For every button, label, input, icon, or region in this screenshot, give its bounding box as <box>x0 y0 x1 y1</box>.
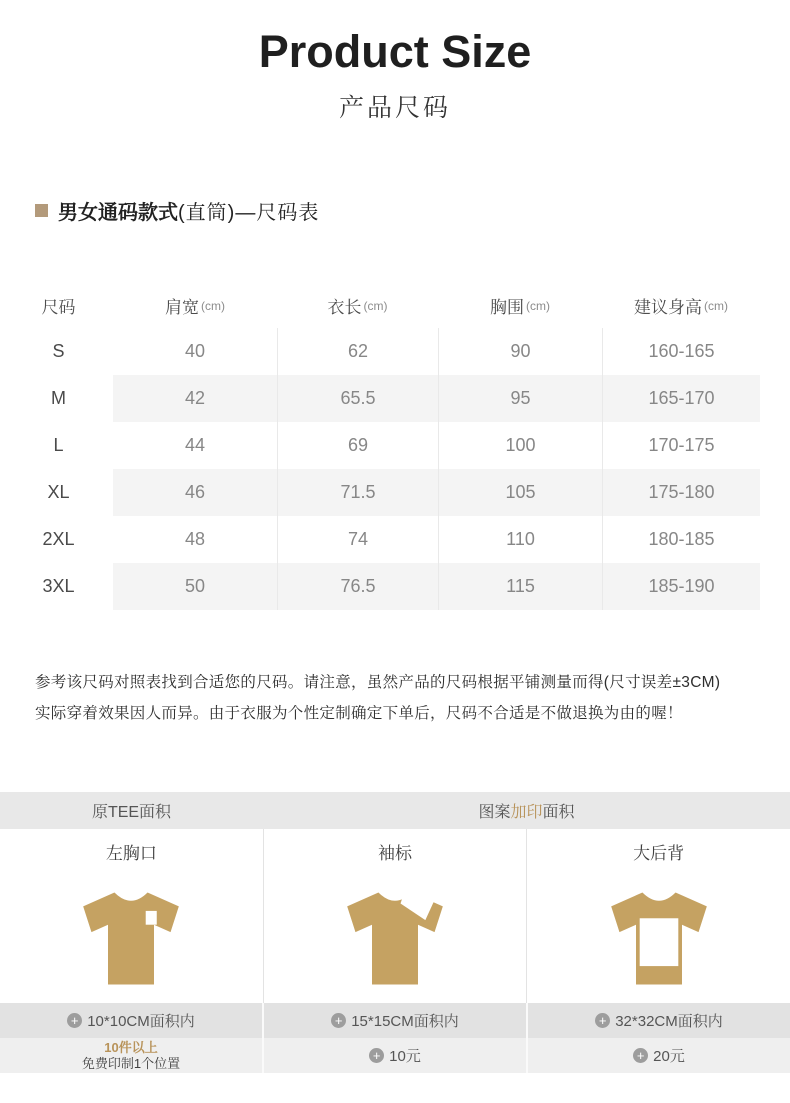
area-left-chest: + 10*10CM面积内 <box>0 1003 262 1038</box>
header-height: 建议身高 (cm) <box>634 298 728 317</box>
area-sleeve: + 15*15CM面积内 <box>262 1003 526 1038</box>
print-area-sizes-row <box>0 1003 790 1038</box>
page-subtitle: 产品尺码 <box>338 94 451 122</box>
header-chest: 胸围 (cm) <box>490 298 550 317</box>
tshirt-back-icon <box>603 887 715 990</box>
size-table-header-row <box>30 283 760 328</box>
table-row: XL 46 71.5 105 175-180 <box>30 469 760 516</box>
original-tee-area-header: 原TEE面积 <box>91 804 172 821</box>
size-label: M <box>51 388 66 408</box>
price-left-chest: 10件以上 免费印制1个位置 <box>81 1039 181 1071</box>
table-row: L 44 69 100 170-175 <box>30 422 760 469</box>
plus-circle-icon: + <box>369 1048 384 1063</box>
disclaimer-line-2: 实际穿着效果因人而异。由于衣服为个性定制确定下单后，尺码不合适是不做退换为由的喔！ <box>35 705 683 722</box>
tshirt-sleeve-icon <box>339 887 451 990</box>
size-label: L <box>53 435 64 455</box>
area-back: + 32*32CM面积内 <box>526 1003 790 1038</box>
table-row: M 42 65.5 95 165-170 <box>30 375 760 422</box>
position-sleeve: 袖标 <box>263 829 527 873</box>
plus-circle-icon: + <box>595 1013 610 1028</box>
table-row: 3XL 50 76.5 115 185-190 <box>30 563 760 610</box>
section-title-rest: (直筒)—尺码表 <box>178 202 320 224</box>
print-area-section <box>0 792 790 1073</box>
disclaimer-line-1: 参考该尺码对照表找到合适您的尺码。请注意，虽然产品的尺码根据平铺测量而得(尺寸误差±3CM) <box>35 674 721 691</box>
tshirt-cell <box>0 873 263 1003</box>
plus-circle-icon: + <box>67 1013 82 1028</box>
section-header <box>35 196 319 225</box>
position-labels-row <box>0 829 790 873</box>
tshirt-left-chest-icon <box>75 887 187 990</box>
position-left-chest: 左胸口 <box>105 843 157 863</box>
price-sleeve: + 10元 <box>262 1038 526 1073</box>
tshirt-cell <box>526 873 790 1003</box>
square-bullet-icon <box>35 204 48 217</box>
table-row: 2XL 48 74 110 180-185 <box>30 516 760 563</box>
section-title-bold: 男女通码款式 <box>58 202 178 224</box>
tshirt-cell <box>263 873 527 1003</box>
table-row: S 40 62 90 160-165 <box>30 328 760 375</box>
tshirt-icons-row <box>0 873 790 1003</box>
size-table <box>30 283 760 610</box>
plus-circle-icon: + <box>331 1013 346 1028</box>
header-shoulder: 肩宽 (cm) <box>165 298 225 317</box>
position-back: 大后背 <box>526 829 790 873</box>
highlight-text: 加印 <box>510 804 543 821</box>
price-back: + 20元 <box>526 1038 790 1073</box>
size-label: S <box>52 341 65 361</box>
plus-circle-icon: + <box>633 1048 648 1063</box>
header-size: 尺码 <box>41 298 76 317</box>
print-area-header: 图案加印面积 <box>478 804 575 821</box>
size-label: 2XL <box>42 529 75 549</box>
print-price-row <box>0 1038 790 1073</box>
header-length: 衣长 (cm) <box>327 298 388 317</box>
size-disclaimer <box>35 667 760 729</box>
size-label: XL <box>47 482 70 502</box>
print-section-header <box>0 792 790 829</box>
size-label: 3XL <box>42 576 75 596</box>
page-title: Product Size <box>258 26 532 77</box>
